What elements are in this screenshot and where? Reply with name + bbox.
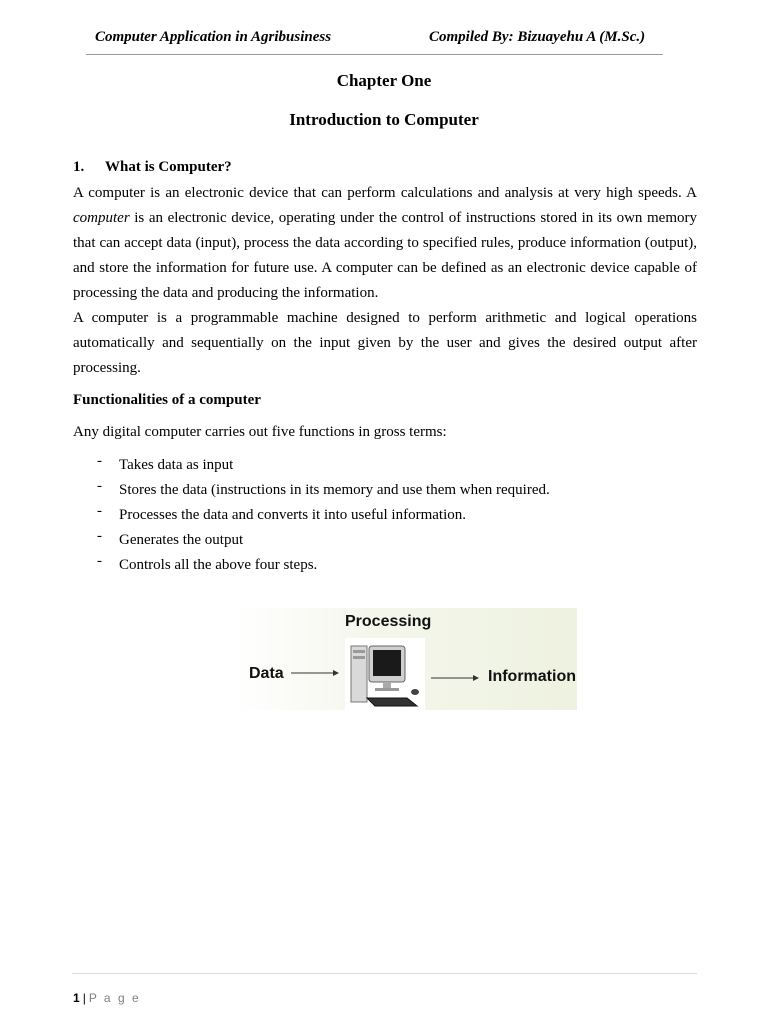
list-item xyxy=(73,528,550,553)
paragraph-definition-term: computer xyxy=(73,210,130,226)
page-number: 1 xyxy=(73,991,80,1005)
list-bullet: - xyxy=(97,553,102,569)
chapter-number: Chapter One xyxy=(336,71,432,90)
arrow-right-icon xyxy=(429,673,481,683)
section-heading xyxy=(73,159,232,176)
functionalities-list xyxy=(73,453,550,578)
footer-divider xyxy=(72,973,697,974)
figure-processing-label: Processing xyxy=(345,613,432,630)
desktop-computer-icon xyxy=(345,638,425,710)
list-bullet: - xyxy=(97,528,102,544)
list-bullet: - xyxy=(97,503,102,519)
chapter-title: Introduction to Computer xyxy=(289,110,479,129)
paragraph-definition-text-b: is an electronic device, operating under the control of instructions stored in its own memory that can accept data (input), process the data according to specified rules, produce information (output), and store the information for future use. A computer can be defined as an electronic device capable of processing the data and producing the information. xyxy=(73,210,697,301)
functionalities-intro: Any digital computer carries out five functions in gross terms: xyxy=(73,424,447,440)
functionalities-heading: Functionalities of a computer xyxy=(73,392,261,408)
data-processing-figure xyxy=(237,608,577,710)
header-divider xyxy=(86,54,663,55)
section-number: 1. xyxy=(73,159,85,175)
list-item-text: Stores the data (instructions in its memory and use them when required. xyxy=(119,482,550,498)
list-item-text: Generates the output xyxy=(119,532,244,548)
list-bullet: - xyxy=(97,453,102,469)
figure-information-label: Information xyxy=(488,668,576,685)
paragraph-definition-text-a: A computer is an electronic device that can perform calculations and analysis at very high speeds. A xyxy=(73,185,697,201)
list-item-text: Takes data as input xyxy=(119,457,234,473)
header-course-title: Computer Application in Agribusiness xyxy=(95,29,332,45)
list-item xyxy=(73,553,550,578)
arrow-right-icon xyxy=(289,668,341,678)
list-item xyxy=(73,503,550,528)
header-compiled-by: Compiled By: Bizuayehu A (M.Sc.) xyxy=(429,29,646,45)
list-item xyxy=(73,453,550,478)
page-separator: | xyxy=(82,991,86,1005)
page-footer xyxy=(73,991,141,1005)
list-item-text: Processes the data and converts it into useful information. xyxy=(119,507,466,523)
list-item-text: Controls all the above four steps. xyxy=(119,557,318,573)
list-bullet: - xyxy=(97,478,102,494)
page-label: P a g e xyxy=(88,991,141,1005)
section-title: What is Computer? xyxy=(105,159,232,175)
paragraph-definition xyxy=(73,181,697,306)
list-item xyxy=(73,478,550,503)
figure-data-label: Data xyxy=(249,665,284,682)
paragraph-programmable: A computer is a programmable machine designed to perform arithmetic and logical operations automatically and sequentially on the input given by the user and gives the desired output after processing. xyxy=(73,310,697,376)
